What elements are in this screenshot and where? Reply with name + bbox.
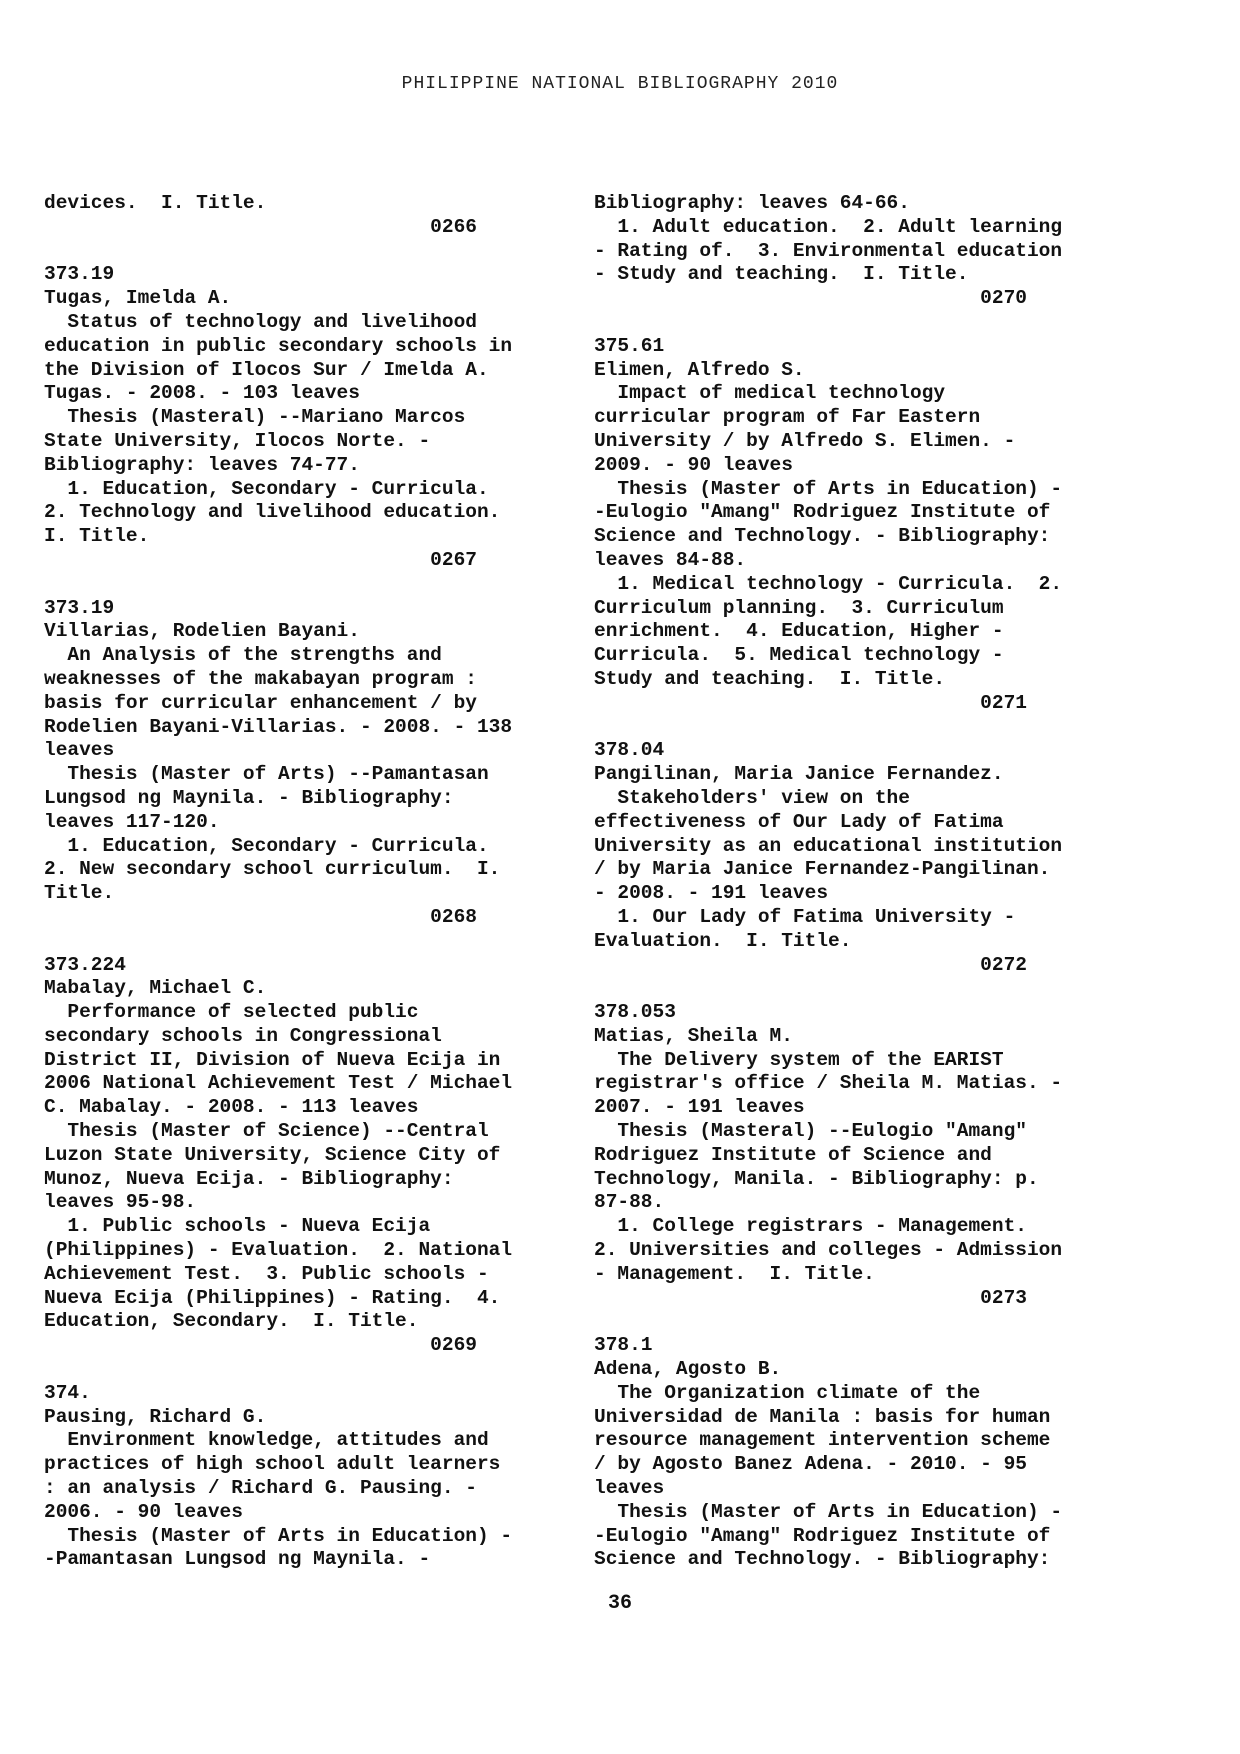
- text-line: Adena, Agosto B.: [594, 1358, 782, 1381]
- text-line: Thesis (Master of Arts in Education) -: [44, 1524, 513, 1547]
- text-line: 2006. - 90 leaves: [44, 1500, 243, 1523]
- text-line: Tugas, Imelda A.: [44, 287, 232, 310]
- text-line: Science and Technology. - Bibliography:: [594, 525, 1051, 548]
- text-line: 2. Technology and livelihood education.: [44, 501, 501, 524]
- text-line: resource management intervention scheme: [594, 1429, 1051, 1452]
- text-line: - 2008. - 191 leaves: [594, 882, 829, 905]
- text-line: Science and Technology. - Bibliography:: [594, 1548, 1051, 1571]
- text-line: - Study and teaching. I. Title.: [594, 263, 969, 286]
- text-line: 0273: [594, 1286, 1027, 1309]
- text-line: practices of high school adult learners: [44, 1453, 501, 1476]
- text-line: Nueva Ecija (Philippines) - Rating. 4.: [44, 1286, 501, 1309]
- text-line: education in public secondary schools in: [44, 334, 513, 357]
- text-line: 1. Public schools - Nueva Ecija: [44, 1215, 431, 1238]
- text-line: Luzon State University, Science City of: [44, 1143, 501, 1166]
- text-line: Stakeholders' view on the: [594, 786, 910, 809]
- text-line: University as an educational institution: [594, 834, 1063, 857]
- text-line: Villarias, Rodelien Bayani.: [44, 620, 360, 643]
- text-line: [44, 573, 552, 597]
- text-line: effectiveness of Our Lady of Fatima: [594, 810, 1004, 833]
- text-line: 373.224: [44, 953, 126, 976]
- text-line: [44, 930, 552, 954]
- text-line: 373.19: [44, 263, 115, 286]
- text-line: [594, 716, 1102, 740]
- text-line: [594, 977, 1102, 1001]
- page-number: 36: [607, 1592, 632, 1615]
- text-line: Universidad de Manila : basis for human: [594, 1405, 1051, 1428]
- text-line: Thesis (Masteral) --Eulogio "Amang": [594, 1120, 1027, 1143]
- text-line: 87-88.: [594, 1191, 665, 1214]
- text-line: / by Agosto Banez Adena. - 2010. - 95: [594, 1453, 1027, 1476]
- text-line: 378.053: [594, 1001, 676, 1024]
- text-line: I. Title.: [44, 525, 150, 548]
- text-line: 0269: [44, 1334, 477, 1357]
- text-line: 0272: [594, 953, 1027, 976]
- text-line: Pangilinan, Maria Janice Fernandez.: [594, 763, 1004, 786]
- text-line: University / by Alfredo S. Elimen. -: [594, 429, 1016, 452]
- text-line: [44, 1358, 552, 1382]
- text-line: leaves 117-120.: [44, 810, 220, 833]
- text-line: Impact of medical technology: [594, 382, 946, 405]
- text-line: 0266: [44, 215, 477, 238]
- text-line: Title.: [44, 882, 115, 905]
- text-line: An Analysis of the strengths and: [44, 644, 442, 667]
- text-line: 1. Education, Secondary - Curricula.: [44, 834, 489, 857]
- text-line: 378.04: [594, 739, 665, 762]
- text-line: 1. Adult education. 2. Adult learning: [594, 215, 1063, 238]
- text-line: Thesis (Master of Arts in Education) -: [594, 1500, 1063, 1523]
- text-line: : an analysis / Richard G. Pausing. -: [44, 1477, 477, 1500]
- text-line: 2. New secondary school curriculum. I.: [44, 858, 501, 881]
- text-line: basis for curricular enhancement / by: [44, 691, 477, 714]
- text-line: 1. Our Lady of Fatima University -: [594, 905, 1016, 928]
- text-line: 2. Universities and colleges - Admission: [594, 1239, 1063, 1262]
- text-line: Evaluation. I. Title.: [594, 929, 852, 952]
- text-line: Achievement Test. 3. Public schools -: [44, 1262, 489, 1285]
- text-line: The Delivery system of the EARIST: [594, 1048, 1004, 1071]
- text-line: / by Maria Janice Fernandez-Pangilinan.: [594, 858, 1051, 881]
- text-line: Thesis (Master of Arts in Education) -: [594, 477, 1063, 500]
- text-line: Study and teaching. I. Title.: [594, 667, 946, 690]
- left-column: [44, 192, 552, 1572]
- text-line: 2009. - 90 leaves: [594, 453, 793, 476]
- text-line: Thesis (Master of Arts) --Pamantasan: [44, 763, 489, 786]
- text-line: - Management. I. Title.: [594, 1262, 875, 1285]
- text-line: devices. I. Title.: [44, 192, 267, 214]
- text-line: Bibliography: leaves 64-66.: [594, 192, 910, 214]
- text-line: leaves 84-88.: [594, 548, 747, 571]
- text-line: Technology, Manila. - Bibliography: p.: [594, 1167, 1039, 1190]
- text-line: Rodelien Bayani-Villarias. - 2008. - 138: [44, 715, 513, 738]
- text-line: - Rating of. 3. Environmental education: [594, 239, 1063, 262]
- text-line: 1. Medical technology - Curricula. 2.: [594, 572, 1063, 595]
- text-line: 1. College registrars - Management.: [594, 1215, 1027, 1238]
- text-line: 378.1: [594, 1334, 653, 1357]
- text-line: State University, Ilocos Norte. -: [44, 429, 431, 452]
- text-line: Performance of selected public: [44, 1001, 419, 1024]
- text-line: Curricula. 5. Medical technology -: [594, 644, 1004, 667]
- text-line: 0268: [44, 905, 477, 928]
- text-line: Status of technology and livelihood: [44, 310, 477, 333]
- text-line: C. Mabalay. - 2008. - 113 leaves: [44, 1096, 419, 1119]
- text-line: Mabalay, Michael C.: [44, 977, 267, 1000]
- text-line: [44, 240, 552, 264]
- text-line: 375.61: [594, 334, 665, 357]
- text-line: 0270: [594, 287, 1027, 310]
- text-line: Thesis (Master of Science) --Central: [44, 1120, 489, 1143]
- text-line: -Eulogio "Amang" Rodriguez Institute of: [594, 1524, 1051, 1547]
- text-line: Education, Secondary. I. Title.: [44, 1310, 419, 1333]
- text-line: leaves: [594, 1477, 665, 1500]
- text-line: Matias, Sheila M.: [594, 1024, 793, 1047]
- text-line: weaknesses of the makabayan program :: [44, 667, 477, 690]
- text-line: curricular program of Far Eastern: [594, 406, 981, 429]
- text-line: 0267: [44, 548, 477, 571]
- text-line: registrar's office / Sheila M. Matias. -: [594, 1072, 1063, 1095]
- text-line: Lungsod ng Maynila. - Bibliography:: [44, 786, 454, 809]
- text-line: Bibliography: leaves 74-77.: [44, 453, 360, 476]
- text-line: -Pamantasan Lungsod ng Maynila. -: [44, 1548, 431, 1571]
- text-line: 374.: [44, 1381, 91, 1404]
- text-line: the Division of Ilocos Sur / Imelda A.: [44, 358, 489, 381]
- text-line: Munoz, Nueva Ecija. - Bibliography:: [44, 1167, 454, 1190]
- text-line: [594, 311, 1102, 335]
- right-column: [594, 192, 1102, 1572]
- text-line: 2006 National Achievement Test / Michael: [44, 1072, 513, 1095]
- text-line: Curriculum planning. 3. Curriculum: [594, 596, 1004, 619]
- text-line: Tugas. - 2008. - 103 leaves: [44, 382, 360, 405]
- text-line: The Organization climate of the: [594, 1381, 981, 1404]
- text-line: leaves: [44, 739, 115, 762]
- text-line: 373.19: [44, 596, 115, 619]
- text-line: Environment knowledge, attitudes and: [44, 1429, 489, 1452]
- text-line: 1. Education, Secondary - Curricula.: [44, 477, 489, 500]
- text-line: [594, 1310, 1102, 1334]
- text-line: Pausing, Richard G.: [44, 1405, 267, 1428]
- text-line: -Eulogio "Amang" Rodriguez Institute of: [594, 501, 1051, 524]
- text-line: Thesis (Masteral) --Mariano Marcos: [44, 406, 466, 429]
- text-line: 0271: [594, 691, 1027, 714]
- text-line: 2007. - 191 leaves: [594, 1096, 805, 1119]
- running-header: PHILIPPINE NATIONAL BIBLIOGRAPHY 2010: [401, 74, 839, 94]
- text-line: Elimen, Alfredo S.: [594, 358, 805, 381]
- text-line: (Philippines) - Evaluation. 2. National: [44, 1239, 513, 1262]
- text-line: leaves 95-98.: [44, 1191, 197, 1214]
- text-line: secondary schools in Congressional: [44, 1024, 442, 1047]
- text-line: District II, Division of Nueva Ecija in: [44, 1048, 501, 1071]
- text-line: Rodriguez Institute of Science and: [594, 1143, 992, 1166]
- text-line: enrichment. 4. Education, Higher -: [594, 620, 1004, 643]
